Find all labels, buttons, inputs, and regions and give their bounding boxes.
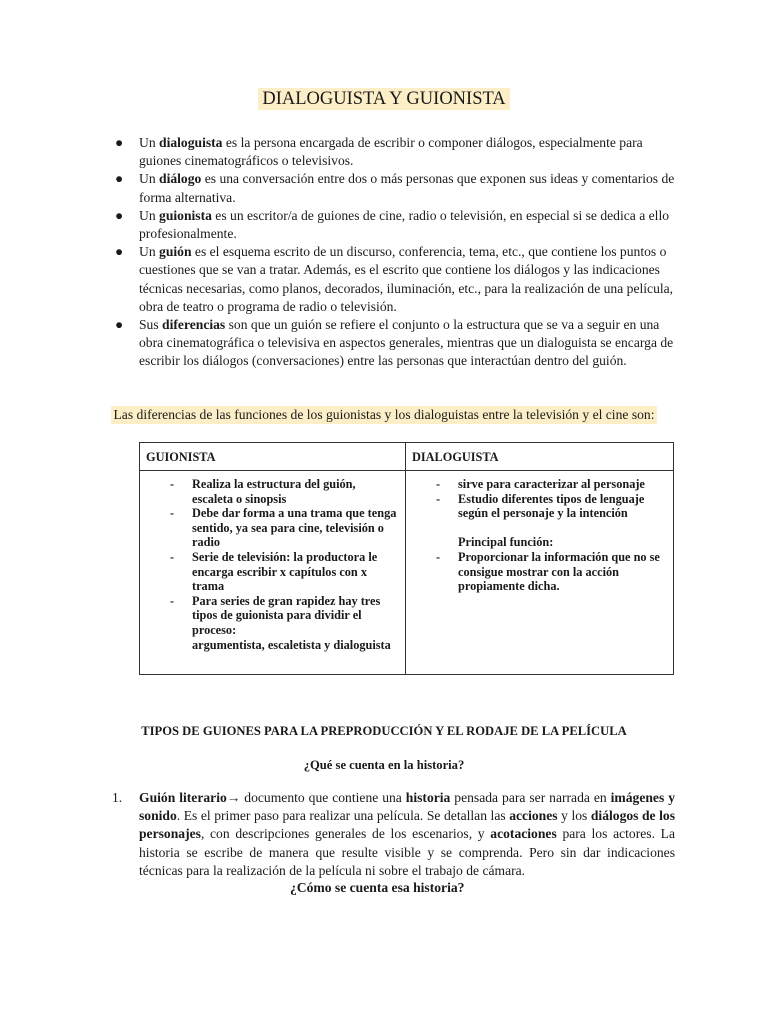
dialoguista-list — [414, 477, 665, 594]
list-item: - Estudio diferentes tipos de lenguaje según el personaje y la intención — [436, 491, 645, 521]
dialoguista-subheading: Principal función: — [458, 535, 554, 550]
guionista-types: argumentista, escaletista y dialoguista — [192, 637, 391, 652]
differences-heading-container — [0, 406, 768, 424]
list-item: - Realiza la estructura del guión, escaleta o sinopsis — [170, 477, 356, 506]
bullet-icon: ● — [115, 317, 124, 333]
types-heading: TIPOS DE GUIONES PARA LA PREPRODUCCIÓN Y EL RODAJE DE LA PELÍCULA — [141, 724, 627, 738]
list-item: - Serie de televisión: la productora le encarga escribir x capítulos con x trama — [170, 549, 378, 594]
spacer — [414, 521, 665, 536]
table-row — [140, 471, 674, 675]
list-item: - Para series de gran rapidez hay tres tipos de guionista para dividir el proceso: — [170, 593, 381, 637]
definition-term: guión — [159, 244, 192, 260]
definition-item: ● Un dialoguista es la persona encargada de escribir o componer diálogos, especialmente para guiones cinematográficos o televisivos. — [115, 135, 643, 169]
guionista-list — [148, 477, 397, 652]
header-guionista: GUIONISTA — [140, 443, 406, 471]
definition-term: dialoguista — [159, 135, 223, 150]
definition-item: ● Un guión es el esquema escrito de un discurso, conferencia, tema, etc., que contiene los puntos o cuestiones que se van a tratar. Además, es el escrito que contiene los diálogos y las indicaciones técnicas necesarias, como planos, decorados, iluminación, etc., para la realización de una película, obra de teatro o programa de radio o televisión. — [115, 244, 674, 314]
definition-item: ● Un guionista es un escritor/a de guiones de cine, radio o televisión, en especial si se dedica a ello profesionalmente. — [115, 207, 670, 242]
definitions-list — [115, 134, 678, 371]
bullet-icon: ● — [115, 207, 124, 223]
bullet-icon: ● — [115, 171, 124, 187]
definition-term: guionista — [159, 207, 212, 223]
header-dialoguista: DIALOGUISTA — [406, 443, 674, 471]
bullet-icon: ● — [115, 244, 124, 260]
title-container — [0, 88, 768, 110]
document-title: DIALOGUISTA Y GUIONISTA — [258, 88, 509, 110]
list-item: - Proporcionar la información que no se consigue mostrar con la acción propiamente dicha. — [436, 549, 660, 594]
table-header-row — [140, 443, 674, 471]
comparison-table — [139, 442, 674, 675]
question-what: ¿Qué se cuenta en la historia? — [303, 758, 465, 772]
definition-item: ● Un diálogo es una conversación entre dos o más personas que exponen sus ideas y comentarios de forma alternativa. — [115, 171, 675, 205]
script-type-item: 1. Guión literario→ documento que contiene una historia pensada para ser narrada en imágenes y sonido. Es el primer paso para realizar una película. Se detallan las acciones y los diálogos de los personajes, con descripciones generales de los escenarios, y acotaciones para los actores. La historia se escribe de manera que resulte visible y se comprenda. Pero sin dar indicaciones técnicas para la realización de la película ni sobre el trabajo de cámara. — [112, 790, 676, 878]
dialoguista-cell — [406, 471, 674, 675]
differences-heading: Las diferencias de las funciones de los guionistas y los dialoguistas entre la televisión y el cine son: — [111, 406, 658, 424]
list-item: - Debe dar forma a una trama que tenga sentido, ya sea para cine, televisión o radio — [170, 506, 397, 550]
definition-term: diferencias — [162, 317, 226, 333]
guionista-cell — [140, 471, 406, 675]
list-item: - sirve para caracterizar al personaje — [436, 477, 645, 491]
bullet-icon: ● — [115, 135, 124, 150]
item-number: 1. — [112, 790, 123, 805]
question-how: ¿Cómo se cuenta esa historia? — [290, 880, 465, 895]
script-types-list — [112, 789, 675, 880]
definition-term: diálogo — [159, 171, 202, 187]
definition-item: ● Sus diferencias son que un guión se refiere el conjunto o la estructura que se va a seguir en una obra cinematográfica o televisiva en aspectos generales, mientras que un dialoguista se encarga de escribir los diálogos (conversaciones) entre las personas que interactúan dentro del guión. — [115, 317, 674, 369]
